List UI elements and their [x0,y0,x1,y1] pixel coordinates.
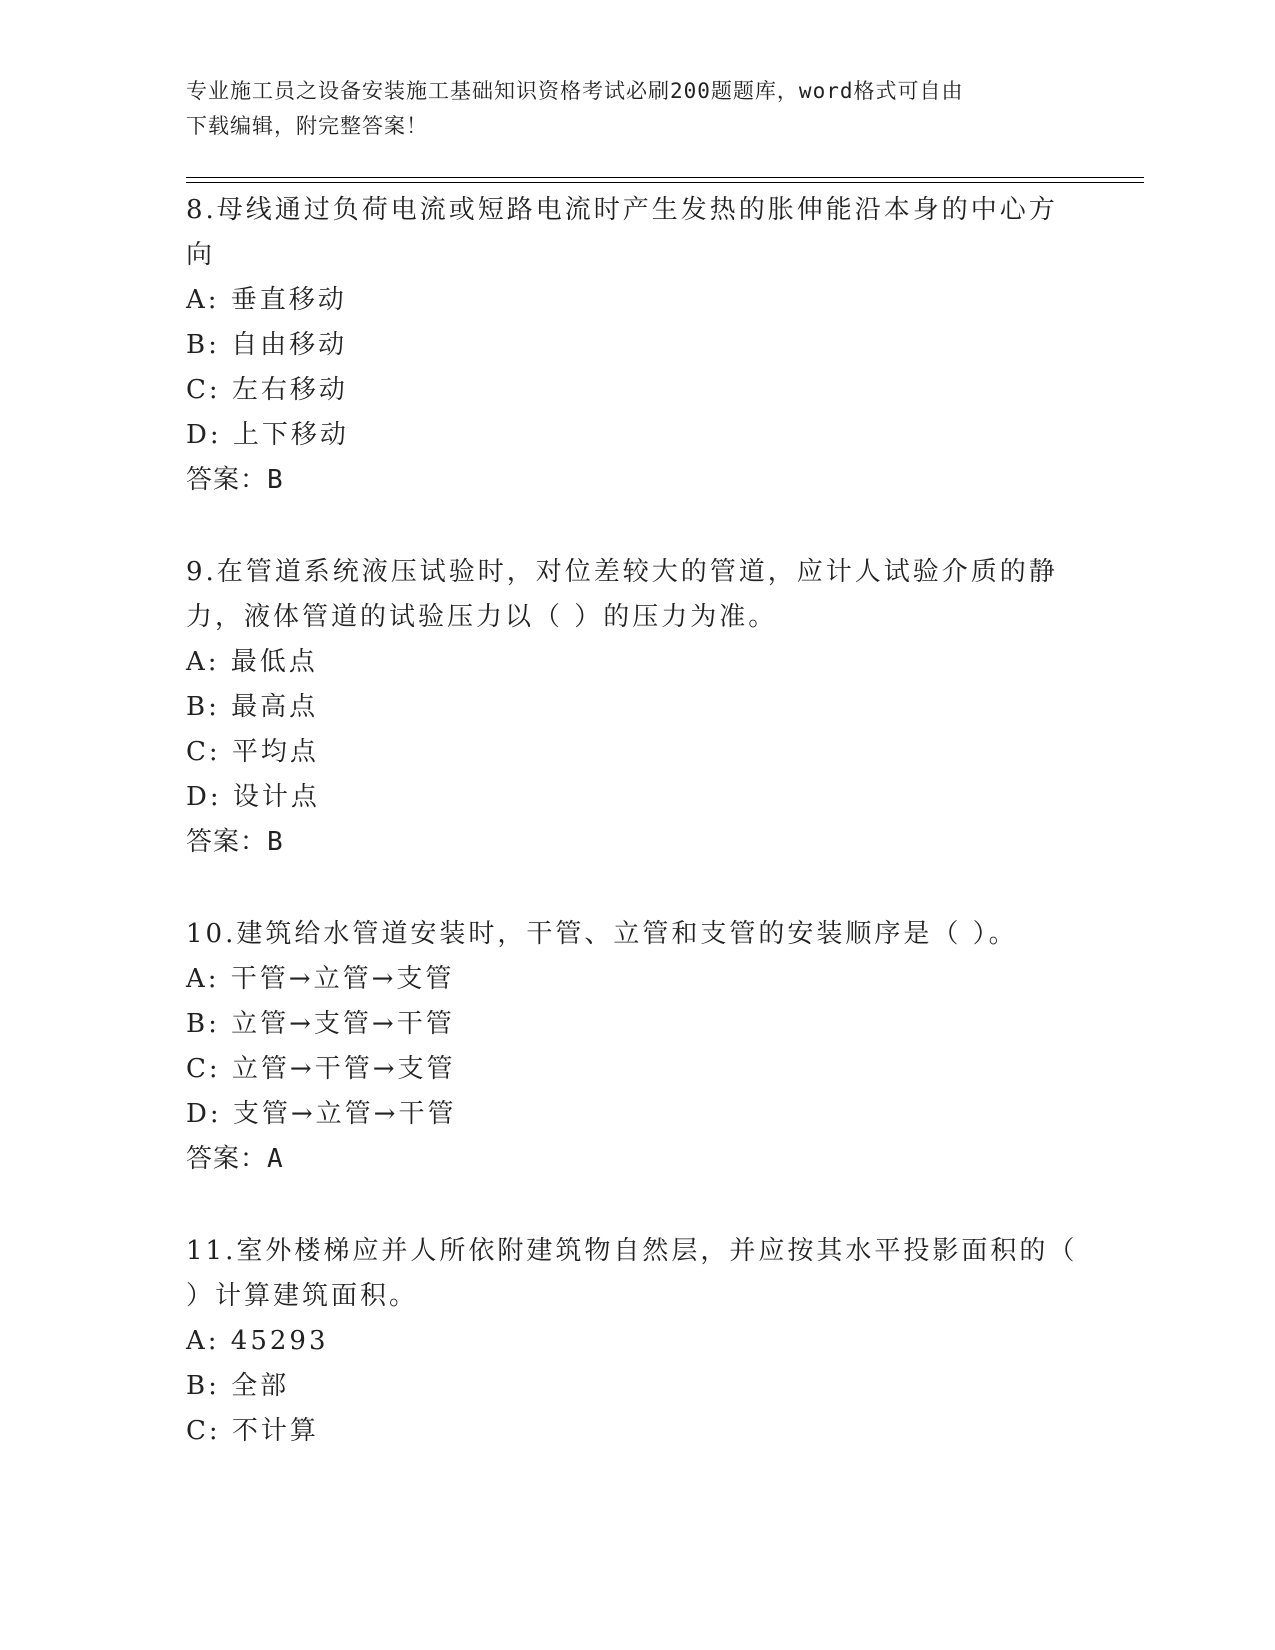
option-a: A: 45293 [186,1326,329,1356]
question-11 [186,1229,1078,1454]
option-b: B: 最高点 [186,692,319,722]
question-stem-line: 向 [186,240,216,270]
option-c: C: 不计算 [186,1416,319,1446]
question-8 [186,188,1066,503]
spacer [186,503,1066,550]
header-divider-bottom [186,182,1144,183]
spacer [186,1182,1066,1229]
answer: 答案：B [186,827,284,857]
question-stem-line: 9.在管道系统液压试验时，对位差较大的管道，应计人试验介质的静 [186,557,1058,587]
question-stem-line: 8.母线通过负荷电流或短路电流时产生发热的胀伸能沿本身的中心方 [186,195,1058,225]
spacer [186,865,1066,912]
question-list [186,188,1078,1454]
option-c: C: 左右移动 [186,375,348,405]
option-d: D: 设计点 [186,782,320,812]
option-d: D: 上下移动 [186,420,349,450]
question-stem-line: 力，液体管道的试验压力以（ ）的压力为准。 [186,602,778,632]
header-divider-top [186,177,1144,178]
option-d: D: 支管→立管→干管 [186,1099,457,1129]
option-b: B: 全部 [186,1371,290,1401]
answer: 答案：A [186,1144,284,1174]
option-a: A: 最低点 [186,647,318,677]
question-stem-line: 11.室外楼梯应并人所依附建筑物自然层，并应按其水平投影面积的（ [186,1236,1078,1266]
answer: 答案：B [186,465,284,495]
question-9 [186,550,1066,865]
option-a: A: 垂直移动 [186,285,347,315]
document-header [186,74,1066,144]
header-line-2: 下载编辑，附完整答案！ [186,114,428,138]
header-line-1: 专业施工员之设备安装施工基础知识资格考试必刷200题题库，word格式可自由 [186,79,964,103]
question-stem-line: ）计算建筑面积。 [186,1281,419,1311]
question-stem-line: 10.建筑给水管道安装时，干管、立管和支管的安装顺序是（ ）。 [186,919,1018,949]
option-b: B: 立管→支管→干管 [186,1009,455,1039]
option-b: B: 自由移动 [186,330,348,360]
option-a: A: 干管→立管→支管 [186,964,455,994]
option-c: C: 立管→干管→支管 [186,1054,456,1084]
option-c: C: 平均点 [186,737,319,767]
question-10 [186,912,1066,1182]
